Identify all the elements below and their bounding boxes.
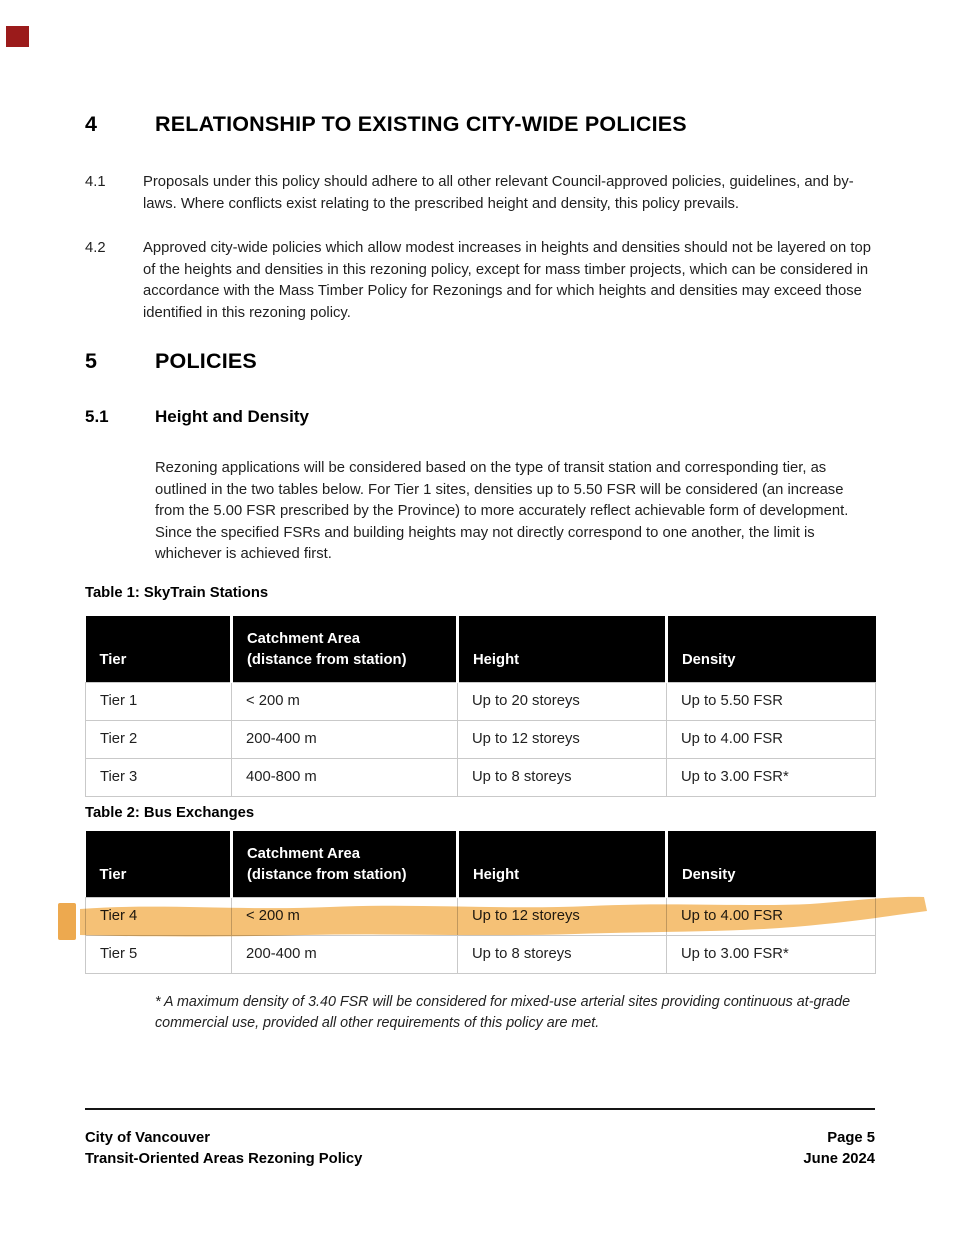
table-2-caption: Table 2: Bus Exchanges	[85, 805, 255, 821]
clause-text: Approved city-wide policies which allow modest increases in heights and densities should not be layered on top of the heights and densities in this rezoning policy, except for mass timber projects, which can be considered in accordance with the Mass Timber Policy for Rezonings and for which heights and densities may exceed those identified in this rezoning policy.	[143, 240, 871, 321]
footer-doc-title: Transit-Oriented Areas Rezoning Policy	[85, 1151, 363, 1167]
highlighter-stroke-tier4-row	[50, 892, 935, 948]
clause-number: 4.1	[85, 174, 106, 190]
column-header-height: Height	[458, 831, 667, 897]
subsection-intro-paragraph: Rezoning applications will be considered based on the type of transit station and corresponding tier, as outlined in the two tables below. For Tier 1 sites, densities up to 5.50 FSR will be considered (an increase from the 5.00 FSR prescribed by the Province) to more accurately reflect achievable form of development. Since the specified FSRs and building heights may not directly correspond to one another, the limit is whichever is achieved first.	[155, 460, 849, 563]
column-header-tier: Tier	[86, 616, 232, 682]
clause-4-2	[85, 238, 875, 324]
section-number: 4	[85, 112, 98, 136]
subsection-5-1-heading	[85, 407, 309, 427]
red-marker	[6, 26, 29, 47]
table-footnote: * A maximum density of 3.40 FSR will be considered for mixed-use arterial sites providing continuous at-grade commercial use, provided all other requirements of this policy are met.	[155, 994, 851, 1031]
clause-text: Proposals under this policy should adhere to all other relevant Council-approved policies, guidelines, and by-laws. Where conflicts exist relating to the prescribed height and density, this policy prevails.	[143, 174, 854, 212]
table-1-caption: Table 1: SkyTrain Stations	[85, 585, 269, 601]
table-row: Tier 1 < 200 m Up to 20 storeys Up to 5.50 FSR	[86, 682, 876, 720]
section-title: POLICIES	[155, 349, 257, 373]
footer-divider	[85, 1108, 875, 1110]
footer-page-number: Page 5	[827, 1130, 875, 1146]
section-title: RELATIONSHIP TO EXISTING CITY-WIDE POLICIES	[155, 112, 687, 136]
subsection-number: 5.1	[85, 407, 109, 426]
table-row: Tier 3 400-800 m Up to 8 storeys Up to 3.00 FSR*	[86, 758, 876, 796]
section-number: 5	[85, 349, 98, 373]
column-header-density: Density	[667, 831, 876, 897]
subsection-title: Height and Density	[155, 407, 309, 426]
table-skytrain-stations	[85, 616, 876, 797]
table-header-row	[86, 616, 876, 682]
footer-date: June 2024	[803, 1151, 875, 1167]
table-row: Tier 2 200-400 m Up to 12 storeys Up to 4.00 FSR	[86, 720, 876, 758]
column-header-height: Height	[458, 616, 667, 682]
table-header-row	[86, 831, 876, 897]
clause-number: 4.2	[85, 240, 106, 256]
column-header-catchment: Catchment Area (distance from station)	[232, 831, 458, 897]
table-row: Tier 5 200-400 m Up to 8 storeys Up to 3.00 FSR*	[86, 935, 876, 973]
page-footer	[85, 1128, 875, 1170]
column-header-density: Density	[667, 616, 876, 682]
clause-4-1	[85, 172, 875, 215]
section-4-heading	[85, 112, 687, 137]
column-header-tier: Tier	[86, 831, 232, 897]
section-5-heading	[85, 349, 257, 374]
column-header-catchment: Catchment Area (distance from station)	[232, 616, 458, 682]
footer-org: City of Vancouver	[85, 1130, 210, 1146]
